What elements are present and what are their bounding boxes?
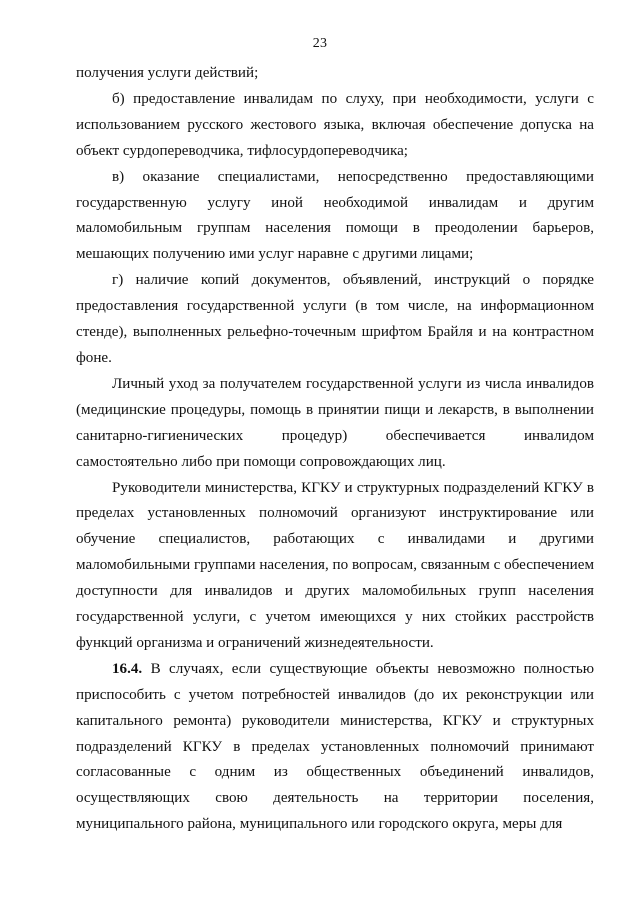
paragraph-managers-training: Руководители министерства, КГКУ и структурных подразделений КГКУ в пределах установленных полномочий организуют инструктирование или обучение специалистов, работающих с инвалидами и другими маломобильными группами населения, по вопросам, связанным с обеспечением доступности для инвалидов и других маломобильных групп населения государственной услуги, с учетом имеющихся у них стойких расстройств функций организма и ограничений жизнедеятельности. — [76, 479, 594, 651]
paragraph-item-v: в) оказание специалистами, непосредственно предоставляющими государственную услугу иной необходимой инвалидам и другим маломобильным группам населения помощи в преодолении барьеров, мешающих получению ими услуг наравне с другими лицами; — [76, 168, 594, 263]
document-body — [76, 61, 594, 838]
page-number: 23 — [312, 36, 328, 51]
section-number: 16.4. — [112, 660, 143, 677]
paragraph-item-g: г) наличие копий документов, объявлений, инструкций о порядке предоставления государственной услуги (в том числе, на информационном стенде), выполненных рельефно-точечным шрифтом Брайля и на контрастном фоне. — [76, 272, 594, 366]
paragraph-16-4 — [76, 657, 594, 838]
paragraph-personal-care: Личный уход за получателем государственной услуги из числа инвалидов (медицинские процедуры, помощь в принятии пищи и лекарств, в выполнении санитарно-гигиенических процедур) обеспечивается инвалидом самостоятельно либо при помощи сопровождающих лиц. — [76, 375, 594, 470]
paragraph-item-b: б) предоставление инвалидам по слуху, при необходимости, услуги с использованием русского жестового языка, включая обеспечение допуска на объект сурдопереводчика, тифлосурдопереводчика; — [76, 90, 594, 159]
paragraph-continuation: получения услуги действий; — [76, 65, 259, 81]
section-text: В случаях, если существующие объекты невозможно полностью приспособить с учетом потребностей инвалидов (до их реконструкции или капитального ремонта) руководители министерства, КГКУ и структурных подразделений КГКУ в пределах установленных полномочий принимают согласованные с одним из общественных объединений инвалидов, осуществляющих свою деятельность на территории поселения, муниципального района, муниципального или городского округа, меры для — [76, 660, 594, 833]
